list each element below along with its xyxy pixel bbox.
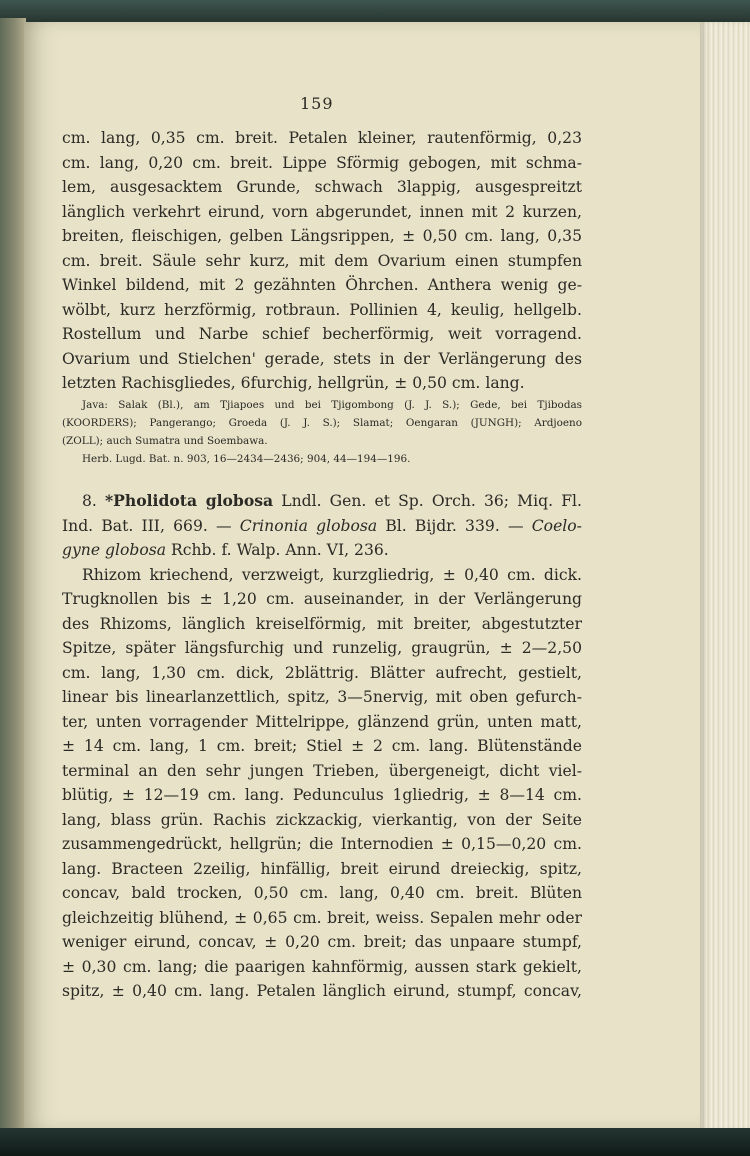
description-paragraph bbox=[62, 563, 582, 1004]
locality-line: (ZOLL); auch Sumatra und Soembawa. bbox=[62, 434, 268, 447]
text-line: linear bis linearlanzettlich, spitz, 3—5nervig, mit oben gefurch- bbox=[62, 688, 582, 707]
text-line: Spitze, später längsfurchig und runzelig, graugrün, ± 2—2,50 bbox=[62, 639, 582, 658]
text-line: zusammengedrückt, hellgrün; die Internodien ± 0,15—0,20 cm. bbox=[62, 835, 582, 854]
text-line: cm. lang, 1,30 cm. dick, 2blättrig. Blätter aufrecht, gestielt, bbox=[62, 663, 582, 682]
text-line: Rostellum und Narbe schief becherförmig, weit vorragend. bbox=[62, 325, 582, 343]
text-line: Trugknollen bis ± 1,20 cm. auseinander, in der Verlängerung bbox=[62, 590, 582, 609]
page-number: 159 bbox=[300, 94, 334, 113]
text-line: terminal an den sehr jungen Trieben, übergeneigt, dicht viel- bbox=[62, 761, 582, 780]
herbarium-line: Herb. Lugd. Bat. n. 903, 16—2434—2436; 904, 44—194—196. bbox=[82, 453, 411, 466]
text-line: Rhizom kriechend, verzweigt, kurzgliedrig, ± 0,40 cm. dick. bbox=[82, 565, 582, 584]
text-block bbox=[62, 126, 582, 1004]
text-line: cm. breit. Säule sehr kurz, mit dem Ovarium einen stumpfen bbox=[62, 251, 582, 270]
page-edges bbox=[700, 22, 750, 1130]
text-line: lang, blass grün. Rachis zickzackig, vierkantig, von der Seite bbox=[62, 810, 582, 829]
species-heading bbox=[62, 489, 582, 563]
book-binding-bottom bbox=[0, 1128, 750, 1156]
locality-notes bbox=[62, 396, 582, 469]
locality-line: (KOORDERS); Pangerango; Groeda (J. J. S.); Slamat; Oengaran (JUNGH); Ardjoeno bbox=[62, 416, 582, 429]
text-line: blütig, ± 12—19 cm. lang. Pedunculus 1gliedrig, ± 8—14 cm. bbox=[62, 786, 582, 805]
species-name: *Pholidota globosa bbox=[105, 491, 274, 511]
species-number: 8. bbox=[82, 492, 97, 511]
text-line: wölbt, kurz herzförmig, rotbraun. Pollinien 4, keulig, hellgelb. bbox=[62, 300, 582, 319]
text-line: Ovarium und Stielchen' gerade, stets in der Verlängerung des bbox=[62, 349, 582, 368]
synonym: Coelo- bbox=[531, 516, 582, 535]
text-line: ± 0,30 cm. lang; die paarigen kahnförmig, aussen stark gekielt, bbox=[62, 957, 582, 976]
species-heading-line-2 bbox=[62, 514, 582, 539]
text-line: Winkel bildend, mit 2 gezähnten Öhrchen. Anthera wenig ge- bbox=[62, 276, 582, 294]
text-line: weniger eirund, concav, ± 0,20 cm. breit; das unpaare stumpf, bbox=[62, 933, 582, 952]
book-binding-top bbox=[0, 0, 750, 22]
species-heading-line-1 bbox=[62, 489, 582, 514]
text-line: gleichzeitig blühend, ± 0,65 cm. breit, weiss. Sepalen mehr oder bbox=[62, 908, 582, 927]
citation-text: Bl. Bijdr. 339. — bbox=[385, 516, 524, 535]
species-heading-line-3 bbox=[62, 538, 582, 563]
continued-paragraph bbox=[62, 126, 582, 396]
text-line: spitz, ± 0,40 cm. lang. Petalen länglich eirund, stumpf, concav, bbox=[62, 982, 582, 1001]
text-line: cm. lang, 0,35 cm. breit. Petalen kleiner, rautenförmig, 0,23 bbox=[62, 129, 582, 147]
citation-text: Rchb. f. Walp. Ann. VI, 236. bbox=[171, 541, 389, 560]
text-line: des Rhizoms, länglich kreiselförmig, mit breiter, abgestutzter bbox=[62, 614, 582, 633]
text-line: länglich verkehrt eirund, vorn abgerundet, innen mit 2 kurzen, bbox=[62, 202, 582, 221]
book-binding-left bbox=[0, 18, 26, 1130]
text-line: concav, bald trocken, 0,50 cm. lang, 0,40 cm. breit. Blüten bbox=[62, 884, 582, 903]
text-line: ± 14 cm. lang, 1 cm. breit; Stiel ± 2 cm. lang. Blütenstände bbox=[62, 737, 582, 756]
text-line: lang. Bracteen 2zeilig, hinfällig, breit eirund dreieckig, spitz, bbox=[62, 859, 582, 878]
synonym: Crinonia globosa bbox=[239, 516, 378, 535]
text-line: ter, unten vorragender Mittelrippe, glänzend grün, unten matt, bbox=[62, 712, 582, 731]
locality-line: Java: Salak (Bl.), am Tjiapoes und bei Tjigombong (J. J. S.); Gede, bei Tjibodas bbox=[82, 398, 582, 411]
text-line: letzten Rachisgliedes, 6furchig, hellgrün, ± 0,50 cm. lang. bbox=[62, 374, 525, 392]
text-line: breiten, fleischigen, gelben Längsrippen, ± 0,50 cm. lang, 0,35 bbox=[62, 227, 582, 245]
citation-text: Ind. Bat. III, 669. — bbox=[62, 516, 232, 535]
text-line: cm. lang, 0,20 cm. breit. Lippe Sförmig gebogen, mit schma- bbox=[62, 153, 582, 172]
species-authority: Lndl. Gen. et Sp. Orch. 36; Miq. Fl. bbox=[281, 492, 582, 511]
synonym: gyne globosa bbox=[62, 541, 167, 560]
text-line: lem, ausgesacktem Grunde, schwach 3lappig, ausgespreitzt bbox=[62, 178, 582, 196]
